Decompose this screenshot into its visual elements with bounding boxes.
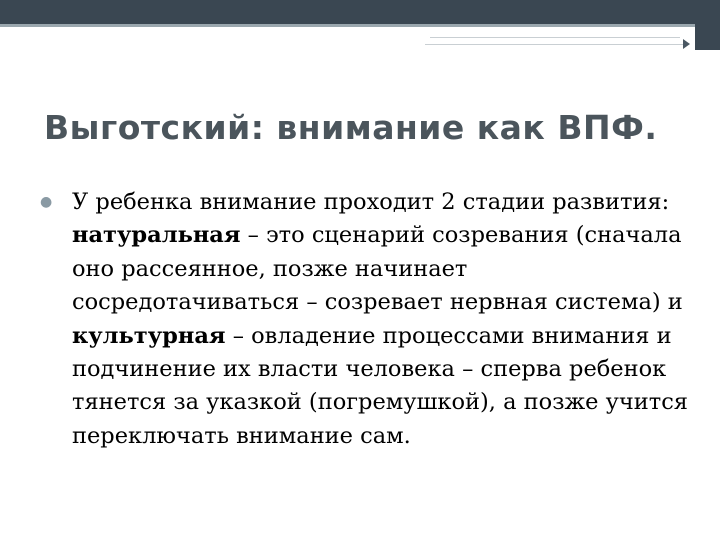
corner-decoration [695,0,720,50]
decor-line-lower [425,44,683,45]
bullet-text-cultural-desc: – овладение процессами внимания и подчинение их власти человека – сперва ребенок тянется за указкой (погремушкой), а позже учится переключать внимание сам. [72,322,689,449]
term-cultural: культурная [72,322,226,349]
triangle-arrow-icon [683,39,690,49]
bullet-text [72,186,700,453]
bullet-text-intro: У ребенка внимание проходит 2 стадии развития: [72,189,670,215]
bullet-text-natural-desc: – это сценарий созревания (сначала оно рассеянное, позже начинает сосредотачиваться – созревает нервная система) и [72,222,683,316]
decor-line-upper [430,37,680,38]
slide-title: Выготский: внимание как ВПФ. [44,108,658,147]
bullet-item [40,186,700,453]
bullet-dot-icon: ● [40,194,53,210]
header-bar [0,0,720,24]
term-natural: натуральная [72,222,241,249]
slide-body [40,186,700,453]
header-accent-stripe [0,24,720,27]
